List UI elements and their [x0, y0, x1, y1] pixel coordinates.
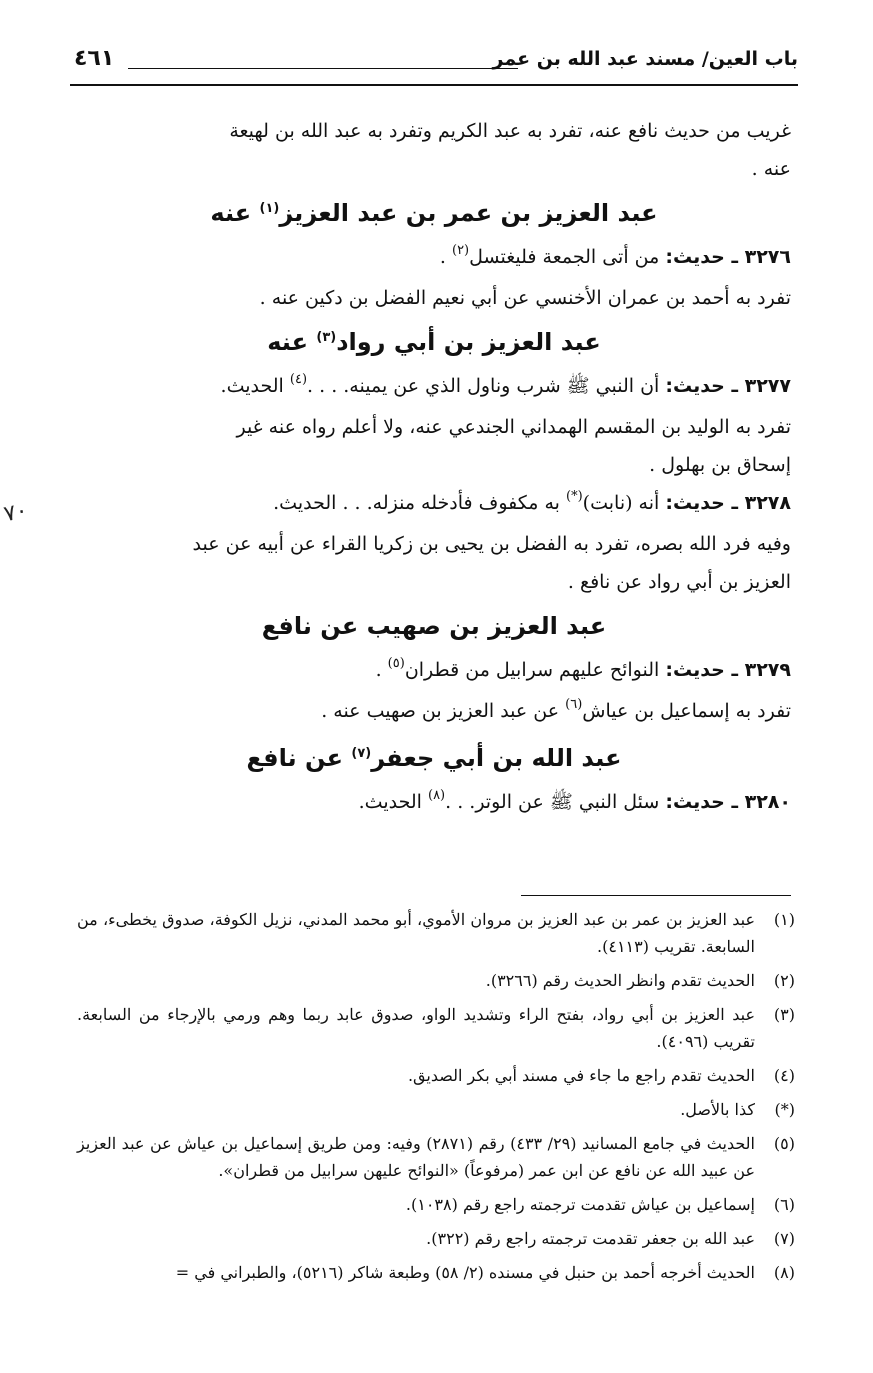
footnote-text: الحديث في جامع المسانيد (٢٩/ ٤٣٣) رقم (٢٨٧١) وفيه: ومن طريق إسماعيل بن عياش عن عبد العزيز عن عبيد الله عن نافع عن ابن عمر (مرفوعاً) «النوائح عليهن سرابيل من قطران».: [77, 1134, 756, 1180]
footnote-number: (٨): [773, 1263, 795, 1282]
paragraph-line: تفرد به الوليد بن المقسم الهمداني الجندعي عنه، ولا أعلم رواه عنه غير: [236, 416, 791, 438]
paragraph-line: وفيه فرد الله بصره، تفرد به الفضل بن يحيى بن زكريا القراء عن أبيه عن عبد: [192, 533, 791, 555]
footnote-ref: (٤): [289, 372, 308, 387]
footnote: [77, 1191, 795, 1218]
hadith-end: .: [439, 246, 446, 268]
footnote-text: عبد العزيز بن أبي رواد، بفتح الراء وتشديد الواو، صدوق عابد ربما وهم ورمي بالإرجاء من السابعة. تقريب (٤٠٩٦).: [77, 1005, 755, 1051]
hadith-text: أنه (نابت): [582, 492, 660, 514]
footnote-ref: (٧): [351, 746, 372, 761]
hadith-entry: [77, 484, 791, 525]
hadith-entry: [77, 238, 791, 279]
footnote-ref: (٥): [387, 656, 405, 671]
footnote-text: عبد الله بن جعفر تقدمت ترجمته راجع رقم (٣٢٢).: [426, 1229, 755, 1248]
paragraph: [77, 525, 791, 601]
footnote-text: إسماعيل بن عياش تقدمت ترجمته راجع رقم (١٠٣٨).: [405, 1195, 755, 1214]
footnote-text: عبد العزيز بن عمر بن عبد العزيز بن مروان الأموي، أبو محمد المدني، نزيل الكوفة، صدوق يخطىء، من السابعة. تقريب (٤١١٣).: [77, 910, 755, 956]
hadith-end: الحديث.: [358, 791, 422, 813]
heading-text: عبد الله بن أبي جعفر: [371, 744, 622, 772]
footnote-number: (٦): [773, 1195, 795, 1214]
paragraph: [77, 408, 791, 484]
margin-handwritten-mark: ٧٠: [1, 497, 30, 528]
footnote-number: (*): [774, 1100, 795, 1119]
heading-text: عبد العزيز بن أبي رواد: [336, 328, 601, 356]
footnote: [77, 1225, 795, 1252]
footnote-text: كذا بالأصل.: [680, 1100, 755, 1119]
footnote-text: الحديث تقدم راجع ما جاء في مسند أبي بكر الصديق.: [407, 1066, 755, 1085]
paragraph-text: عن عبد العزيز بن صهيب عنه .: [321, 700, 560, 722]
footnote-text: الحديث تقدم وانظر الحديث رقم (٣٢٦٦).: [485, 971, 755, 990]
running-title: باب العين/ مسند عبد الله بن عمر: [492, 48, 798, 70]
paragraph-intro: [77, 112, 791, 188]
narrator-heading: [77, 188, 791, 238]
footnote-ref: (٦): [565, 697, 583, 712]
main-text: [77, 112, 791, 824]
paragraph-line: إسحاق بن بهلول .: [649, 454, 791, 476]
heading-text: عنه: [267, 328, 308, 356]
hadith-entry: [77, 783, 791, 824]
page-header: [70, 46, 798, 86]
header-dash-line: [128, 68, 518, 69]
footnote-ref: (١): [259, 201, 280, 216]
hadith-text: من أتى الجمعة فليغتسل: [469, 246, 660, 268]
narrator-heading: [77, 317, 791, 367]
footnotes: [77, 906, 795, 1293]
footnote-number: (١): [773, 910, 795, 929]
page-number: ٤٦١: [74, 46, 115, 71]
footnote-number: (٣): [773, 1005, 795, 1024]
footnote: [77, 1001, 795, 1055]
footnote-text: الحديث أخرجه أحمد بن حنبل في مسنده (٢/ ٥٨) وطبعة شاكر (٥٢١٦)، والطبراني في =: [175, 1263, 755, 1282]
narrator-heading: عبد العزيز بن صهيب عن نافع: [261, 612, 607, 640]
heading-text: عبد العزيز بن عمر بن عبد العزيز: [279, 199, 658, 227]
footnote: [77, 1259, 795, 1286]
footnote-ref: (٢): [451, 243, 470, 258]
footnote-number: (٧): [773, 1229, 795, 1248]
narrator-heading: [77, 733, 791, 783]
hadith-text: النوائح عليهم سرابيل من قطران: [404, 659, 660, 681]
hadith-end: الحديث.: [220, 375, 284, 397]
hadith-number: ٣٢٧٨ ـ حديث:: [665, 492, 791, 514]
hadith-number: ٣٢٨٠ ـ حديث:: [665, 791, 791, 813]
hadith-end: به مكفوف فأدخله منزله. . . الحديث.: [273, 492, 560, 514]
footnote-ref: (٣): [316, 330, 337, 345]
paragraph-line: العزيز بن أبي رواد عن نافع .: [567, 571, 791, 593]
heading-text: عن نافع: [246, 744, 344, 772]
paragraph-line: غريب من حديث نافع عنه، تفرد به عبد الكريم وتفرد به عبد الله بن لهيعة: [229, 120, 791, 142]
paragraph-text: تفرد به إسماعيل بن عياش: [582, 700, 791, 722]
footnote-number: (٤): [773, 1066, 795, 1085]
hadith-entry: [77, 651, 791, 692]
footnote: [77, 906, 795, 960]
footnote: [77, 1096, 795, 1123]
footnote: [77, 1130, 795, 1184]
hadith-number: ٣٢٧٧ ـ حديث:: [665, 375, 791, 397]
hadith-text: أن النبي ﷺ شرب وناول الذي عن يمينه. . . .: [307, 375, 660, 397]
footnote-separator: [521, 895, 791, 896]
paragraph: تفرد به أحمد بن عمران الأخنسي عن أبي نعيم الفضل بن دكين عنه .: [259, 287, 791, 309]
heading-text: عنه: [210, 199, 252, 227]
footnote-ref: (٨): [427, 788, 446, 803]
hadith-number: ٣٢٧٦ ـ حديث:: [665, 246, 791, 268]
hadith-text: سئل النبي ﷺ عن الوتر. . .: [445, 791, 660, 813]
hadith-entry: [77, 367, 791, 408]
footnote: [77, 1062, 795, 1089]
paragraph: [77, 692, 791, 733]
footnote: [77, 967, 795, 994]
hadith-end: .: [375, 659, 382, 681]
hadith-number: ٣٢٧٩ ـ حديث:: [665, 659, 791, 681]
footnote-number: (٢): [773, 971, 795, 990]
footnote-number: (٥): [773, 1134, 795, 1153]
paragraph-line: عنه .: [751, 158, 791, 180]
header-rule: [70, 84, 798, 86]
footnote-ref: (*): [566, 489, 583, 504]
